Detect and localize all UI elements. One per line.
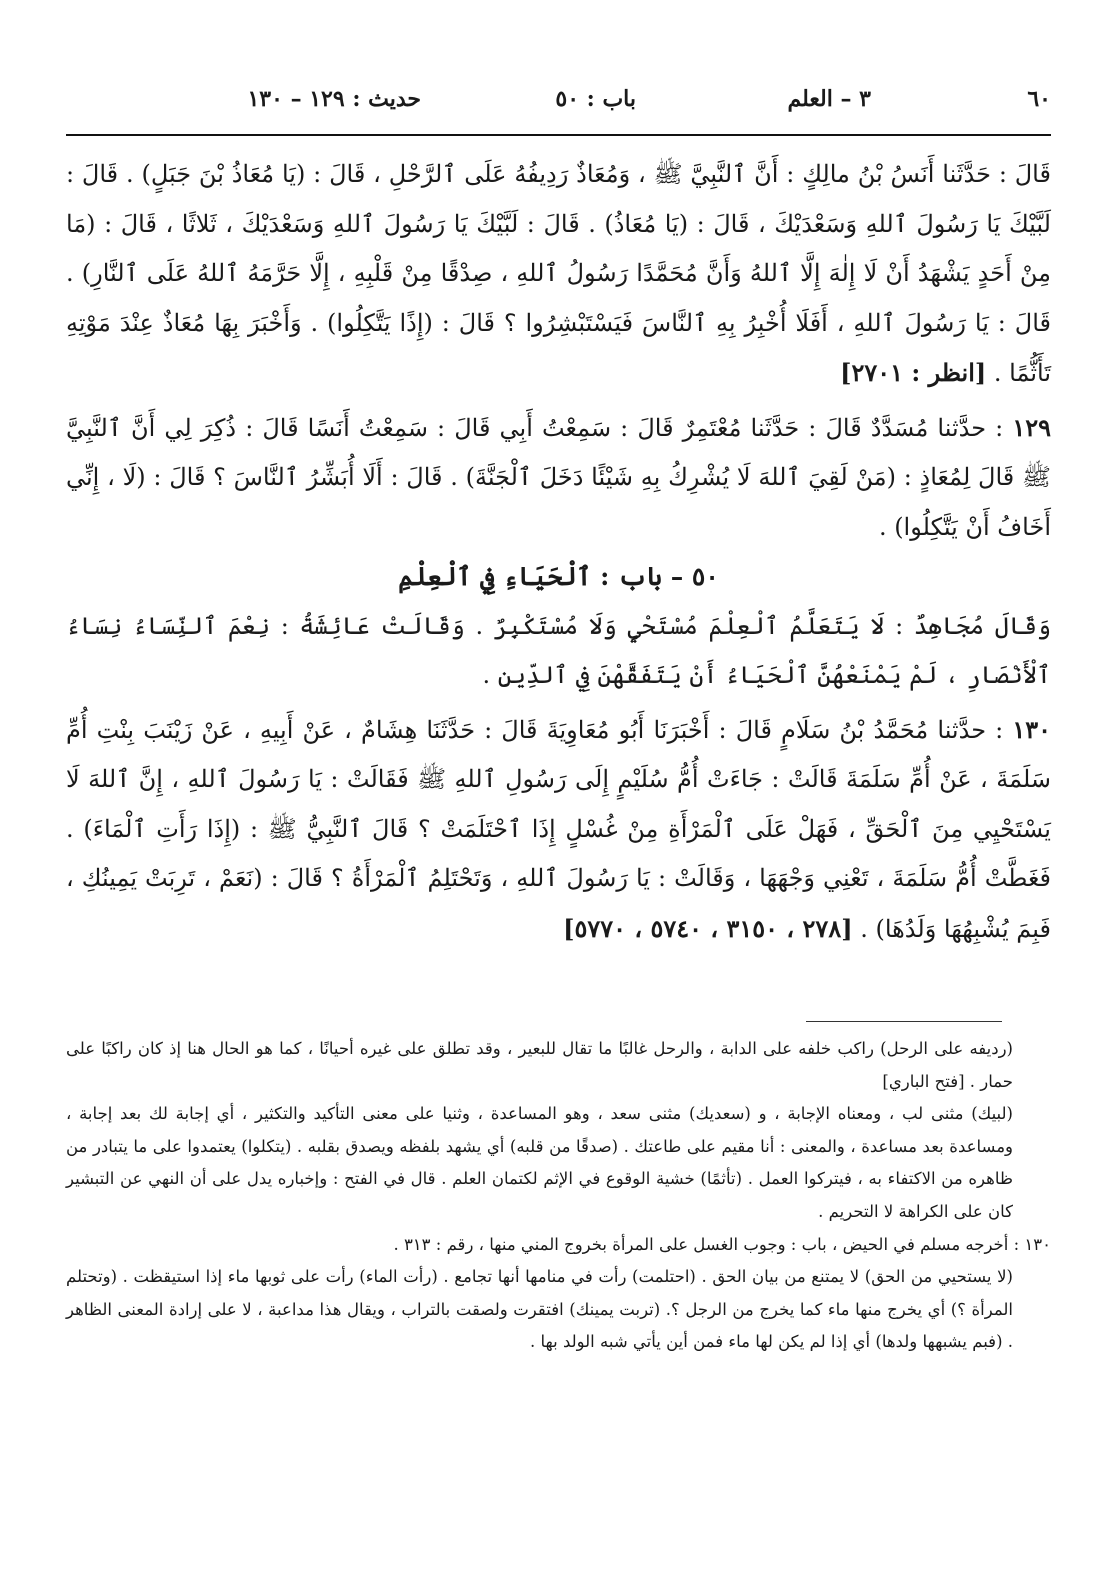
footnote-line: يكن لها ماء فمن أين يأتي شبه الولد بها .: [529, 1332, 805, 1352]
text-line: قَالَ : (نَعَمْ ، تَرِبَتْ يَمِينُكِ ، فَبِمَ يُشْبِهُهَا وَلَدُهَا) .: [66, 864, 1051, 943]
bab-intro: [66, 602, 1051, 701]
footnote: [66, 1261, 1051, 1359]
bab-heading-number: ٥٠ – باب :: [591, 562, 719, 591]
text-line: قَالَ : حَدَّثَنا أَنَسُ بْنُ مالِكٍ : أَنَّ ٱلنَّبِيَّ ﷺ ، وَمُعَاذٌ رَدِيفُهُ عَلَى ٱلرَّحْلِ ، قَالَ : (يَا مُعَاذُ بْنَ: [198, 160, 1051, 188]
chapter-title: ٣ – العلم: [787, 86, 871, 112]
footnote-line: كما هو الحال هنا إذ كان راكبًا على حمار . [فتح الباري]: [66, 1039, 1013, 1091]
footnote-line: قلبه) أي يشهد بلفظه ويصدق بقلبه . (يتكلوا) يعتمدوا على ما يتبادر من ظاهره من الاكتفاء به ، فيتركوا: [66, 1136, 1013, 1189]
footnote-line: افتقرت ولصقت بالتراب ، ويقال هذا مداعبة ، لا على إرادة المعنى الظاهر . (فبم يشبهها ولدها) أي إذا لم: [66, 1299, 1013, 1352]
text-line: ذُكِرَ لِي أَنَّ ٱلنَّبِيَّ ﷺ قَالَ لِمُعَاذٍ : (مَنْ لَقِيَ ٱللهَ لَا يُشْرِكُ بِهِ شَيْئًا دَخَلَ ٱلْجَنَّةَ) . قَالَ : أَلَا أُبَشِّرُ: [66, 413, 1051, 491]
bab-heading: [66, 552, 1051, 602]
hadith-number: ١٢٩: [1012, 412, 1051, 442]
hadith-129: [66, 403, 1051, 553]
main-text: [66, 150, 1051, 954]
cross-reference: [٢٧٨ ، ٣١٥٠ ، ٥٧٤٠ ، ٥٧٧٠]: [563, 913, 853, 943]
footnotes: [66, 1033, 1051, 1359]
footnote-line: والتكثير ، أي إجابة لك بعد إجابة ، ومساعدة بعد مساعدة ، والمعنى : أنا مقيم على طاعتك . (صدقًا من: [66, 1104, 1013, 1156]
text-line: يَا رَسُولَ ٱللهِ ، إِنَّ ٱللهَ لَا يَسْتَحْيِي مِنَ ٱلْحَقِّ ، فَهَلْ عَلَى ٱلْمَرْأَةِ مِنْ غُسْلٍ إِذَا ٱحْتَلَمَتْ ؟ قَالَ ٱلنَّبِيُّ: [66, 765, 1051, 843]
text-line: جَبَلٍ) . قَالَ : لَبَّيْكَ يَا رَسُولَ ٱللهِ وَسَعْدَيْكَ ، قَالَ : (يَا مُعَاذُ) . قَالَ : لَبَّيْكَ يَا رَسُولَ ٱللهِ: [66, 160, 1051, 238]
page-number: ٦٠: [1027, 86, 1051, 112]
hadith-range: حديث : ١٢٩ – ١٣٠: [247, 86, 421, 112]
footnote-divider: [806, 1021, 1002, 1022]
text-line: (إِذًا يَتَّكِلُوا) . وَأَخْبَرَ بِهَا مُعَاذٌ عِنْدَ مَوْتِهِ تَأَثُّمًا .: [66, 308, 1051, 387]
bab-heading-text: ٱلْحَيَاءِ فِي ٱلْعِلْمِ: [398, 562, 592, 591]
footnote-line: (رديفه على الرحل) راكب خلفه على الدابة ، والرحل غالبًا ما تقال للبعير ، وقد تطلق على غيره أحيانًا ،: [307, 1039, 1013, 1058]
footnote-line: العمل . (تأثمًا) خشية الوقوع في الإثم لكتمان العلم . قال في الفتح : وإخباره يدل على أن النهي عن التبشير: [66, 1169, 799, 1189]
text-line: : حدَّثنا مُسَدَّدٌ قَالَ : حَدَّثَنا مُعْتَمِرٌ قَالَ : سَمِعْتُ أَبِي قَالَ : سَمِعْتُ أَنَسًا قَالَ :: [245, 413, 1013, 442]
page-header: [66, 78, 1051, 118]
text-line: عَنْ زَيْنَبَ بِنْتِ أُمِّ سَلَمَةَ ، عَنْ أُمِّ سَلَمَةَ قَالَتْ : جَاءَتْ أُمُّ سُلَيْمٍ إِلَى رَسُولِ ٱللهِ ﷺ فَقَالَتْ :: [66, 715, 1051, 793]
hadith-130: [66, 705, 1051, 955]
hadith-128-continuation: [66, 150, 1051, 399]
footnote-line: (لا يستحيي من الحق) لا يمتنع من بيان الحق . (احتلمت) رأت في منامها أنها تجامع . (رأت الماء): [359, 1267, 1013, 1287]
text-line: قَلْبِهِ ، إِلَّا حَرَّمَهُ ٱللهُ عَلَى ٱلنَّارِ) . قَالَ : يَا رَسُولَ ٱللهِ ، أَفَلَا أُخْبِرُ بِهِ ٱلنَّاسَ فَيَسْتَبْشِرُوا ؟ قَالَ :: [66, 259, 1051, 337]
text-line: وَقَالَ مُجَاهِدٌ : لَا يَتَعَلَّمُ ٱلْعِلْمَ مُسْتَحْيٍ وَلَا مُسْتَكْبِرٌ . وَقَالَتْ عَائِشَةُ : نِعْمَ ٱلنِّسَاءُ نِسَاءُ ٱلْأَنْصَارِ ،: [66, 611, 1052, 689]
footnote-line: أخرجه مسلم في الحيض ، باب : وجوب الغسل على المرأة بخروج المني منها ، رقم : ٣١٣ .: [393, 1234, 1009, 1254]
hadith-number: ١٣٠: [1012, 714, 1051, 744]
footnote-line: (لبيك) مثنى لب ، ومعناه الإجابة ، و (سعديك) مثنى سعد ، وهو المساعدة ، وثنيا على معنى التأكيد: [313, 1104, 1013, 1124]
text-line: لَمْ يَمْنَعْهُنَّ ٱلْحَيَاءُ أَنْ يَتَفَقَّهْنَ فِي ٱلدِّينِ .: [482, 661, 938, 689]
cross-reference: [انظر : ٢٧٠١]: [840, 358, 987, 387]
footnote: [66, 1098, 1051, 1228]
footnote-number: ١٣٠ :: [1008, 1234, 1051, 1254]
bab-label: باب : ٥٠: [555, 86, 636, 112]
footnote-line: رأت على ثوبها ماء إذا استيقظت . (وتحتلم المرأة ؟) أي يخرج منها ماء كما يخرج من الرجل ؟. (تربت يمينك): [66, 1267, 1013, 1319]
text-line: : حدَّثنا مُحَمَّدُ بْنُ سَلَامٍ قَالَ : أَخْبَرَنَا أَبُو مُعَاوِيَةَ قَالَ : حَدَّثَنَا هِشَامٌ ، عَنْ أَبِيهِ ،: [243, 715, 1013, 744]
footnote: [66, 1033, 1051, 1098]
footnote-line: كان على الكراهة لا التحريم .: [818, 1201, 1013, 1221]
text-line: ﷺ : (إِذَا رَأَتِ ٱلْمَاءَ) . فَغَطَّتْ أُمُّ سَلَمَةَ ، تَعْنِي وَجْهَهَا ، وَقَالَتْ : يَا رَسُولَ ٱللهِ ، وَتَحْتَلِمُ ٱلْمَرْأَةُ ؟: [66, 814, 1051, 892]
footnote-takhrij: [66, 1229, 1051, 1262]
text-line: وَسَعْدَيْكَ ، ثَلاثًا ، قَالَ : (مَا مِنْ أَحَدٍ يَشْهَدُ أَنْ لَا إِلٰهَ إِلَّا ٱللهُ وَأَنَّ مُحَمَّدًا رَسُولُ ٱللهِ ، صِدْقًا مِنْ: [66, 209, 1051, 287]
text-line: ٱلنَّاسَ ؟ قَالَ : (لَا ، إِنِّي أَخَافُ أَنْ يَتَّكِلُوا) .: [66, 463, 1051, 541]
header-divider: [66, 134, 1051, 136]
